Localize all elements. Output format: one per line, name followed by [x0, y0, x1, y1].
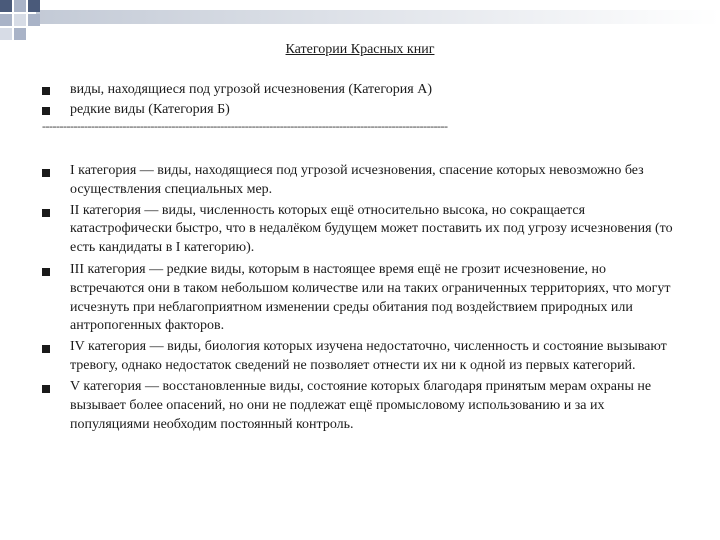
list-item-text: I категория — виды, находящиеся под угрозой исчезновения, спасение которых невозможно без осуществления специальных мер.	[70, 163, 644, 197]
category-list	[42, 162, 682, 437]
list-item-text: редкие виды (Категория Б)	[70, 102, 230, 117]
list-item	[42, 261, 682, 336]
square-bullet-icon	[42, 107, 50, 115]
list-item	[42, 80, 682, 100]
square-bullet-icon	[42, 385, 50, 393]
decorative-header-pattern	[0, 0, 720, 40]
list-item-text: V категория — восстановленные виды, состояние которых благодаря принятым мерам охраны не вызывает более опасений, но они не подлежат ещё промысловому использованию и за их популяциями необходим постоянный контроль.	[70, 379, 652, 432]
list-item	[42, 162, 682, 199]
list-item-text: IV категория — виды, биология которых изучена недостаточно, численность и состояние вызывают тревогу, однако недостаток сведений не позволяет отнести их ни к одной из первых категорий.	[70, 339, 667, 374]
square-bullet-icon	[42, 87, 50, 95]
square-bullet-icon	[42, 345, 50, 353]
list-item	[42, 338, 682, 375]
summary-list	[42, 80, 682, 120]
list-item	[42, 378, 682, 434]
list-item-text: III категория — редкие виды, которым в настоящее время ещё не грозит исчезновение, но встречаются они в таком небольшом количестве или на таких ограниченных территориях, что могут исчезнуть при неблагоприятном изменении среды обитания под воздействием природных или антропогенных факторов.	[70, 262, 671, 334]
square-bullet-icon	[42, 209, 50, 217]
list-item-text: II категория — виды, численность которых ещё относительно высока, но сокращается катастрофически быстро, что в недалёком будущем может поставить их под угрозу исчезновения (то есть кандидаты в I категорию).	[70, 202, 673, 256]
list-item	[42, 202, 682, 258]
list-item	[42, 100, 682, 120]
list-item-text: виды, находящиеся под угрозой исчезновения (Категория А)	[70, 82, 432, 97]
square-bullet-icon	[42, 268, 50, 276]
page-title: Категории Красных книг	[285, 42, 435, 57]
dashed-divider: --------------------------------------------------------------------------------------------------------------------	[42, 120, 448, 132]
square-bullet-icon	[42, 169, 50, 177]
